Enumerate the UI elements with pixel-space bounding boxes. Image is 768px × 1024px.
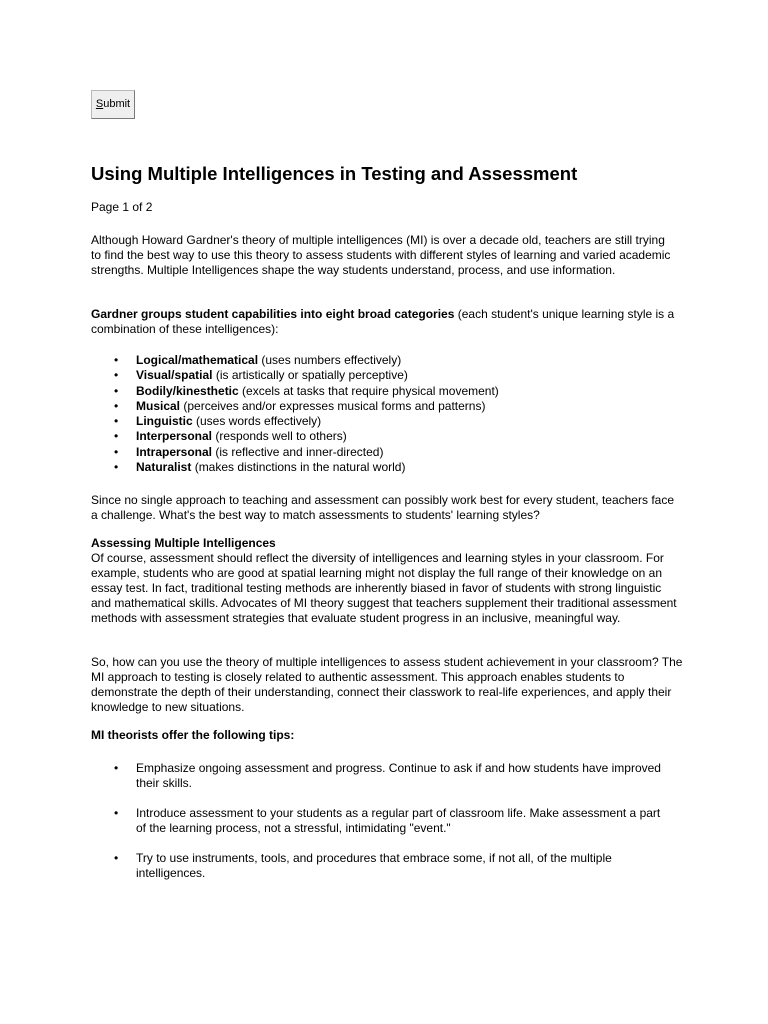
categories-intro-bold: Gardner groups student capabilities into eight broad categories bbox=[91, 307, 455, 321]
list-item bbox=[91, 384, 691, 399]
challenge-paragraph: Since no single approach to teaching and assessment can possibly work best for every student, teachers face a challenge. What's the best way to match assessments to students' learning styles? bbox=[91, 493, 674, 522]
list-item bbox=[91, 399, 691, 414]
list-item: • Introduce assessment to your students as a regular part of classroom life. Make assessment a part of the learning process, not a stressful, intimidating "event." bbox=[91, 806, 666, 836]
categories-intro-rest: (each student's unique learning style is a combination of these intelligences): bbox=[91, 307, 675, 336]
tips-heading-text: MI theorists offer the following tips: bbox=[91, 728, 295, 742]
assessing-body: Of course, assessment should reflect the diversity of intelligences and learning styles in your classroom. For example, students who are good at spatial learning might not display the full range of their knowledge on an essay test. In fact, traditional testing methods are inherently biased in favor of students with strong linguistic and mathematical skills. Advocates of MI theory suggest that teachers supplement their traditional assessment methods with assessment strategies that evaluate student progress in an inclusive, meaningful way. bbox=[91, 551, 677, 625]
intelligence-list bbox=[91, 353, 691, 475]
list-item bbox=[91, 353, 691, 368]
intelligence-name: Bodily/kinesthetic bbox=[136, 383, 239, 398]
intelligence-name: Interpersonal bbox=[136, 429, 213, 444]
list-item bbox=[91, 445, 691, 460]
intelligence-desc: (responds well to others) bbox=[212, 429, 347, 444]
intelligence-name: Linguistic bbox=[136, 414, 193, 429]
approach-paragraph: So, how can you use the theory of multiple intelligences to assess student achievement in your classroom? The MI approach to testing is closely related to authentic assessment. This approach enables students to demonstrate the depth of their understanding, connect their classwork to real-life experiences, and apply their knowledge to new situations. bbox=[91, 655, 683, 714]
intro-paragraph: Although Howard Gardner's theory of multiple intelligences (MI) is over a decade old, teachers are still trying to find the best way to use this theory to assess students with different styles of learning and varied academic strengths. Multiple Intelligences shape the way students understand, process, and use information. bbox=[91, 233, 671, 277]
intelligence-desc: (is reflective and inner-directed) bbox=[212, 444, 384, 459]
intelligence-name: Musical bbox=[136, 398, 181, 413]
intelligence-name: Logical/mathematical bbox=[136, 353, 259, 367]
intelligence-name: Visual/spatial bbox=[136, 368, 213, 383]
intelligence-desc: (excels at tasks that require physical movement) bbox=[238, 383, 499, 398]
intelligence-name: Naturalist bbox=[136, 460, 192, 475]
tips-heading bbox=[91, 728, 691, 743]
assessing-section bbox=[91, 536, 681, 626]
list-item bbox=[91, 429, 691, 444]
intelligence-desc: (uses numbers effectively) bbox=[258, 353, 402, 367]
categories-intro bbox=[91, 307, 681, 337]
intelligence-desc: (is artistically or spatially perceptive) bbox=[212, 368, 408, 383]
submit-label: ubmit bbox=[103, 98, 131, 110]
submit-button[interactable] bbox=[91, 90, 135, 119]
list-item: • Try to use instruments, tools, and procedures that embrace some, if not all, of the multiple intelligences. bbox=[91, 851, 666, 881]
tips-list bbox=[91, 761, 691, 896]
intelligence-desc: (perceives and/or expresses musical forms and patterns) bbox=[180, 398, 486, 413]
list-item bbox=[91, 414, 691, 429]
submit-access-key: S bbox=[95, 98, 104, 110]
page-number: Page 1 of 2 bbox=[91, 200, 153, 214]
page-title: Using Multiple Intelligences in Testing and Assessment bbox=[91, 163, 578, 184]
intelligence-desc: (makes distinctions in the natural world) bbox=[191, 460, 406, 475]
assessing-heading: Assessing Multiple Intelligences bbox=[91, 536, 276, 550]
list-item bbox=[91, 460, 691, 475]
list-item bbox=[91, 368, 691, 383]
intelligence-name: Intrapersonal bbox=[136, 444, 213, 459]
intelligence-desc: (uses words effectively) bbox=[192, 414, 322, 429]
list-item: • Emphasize ongoing assessment and progress. Continue to ask if and how students have improved their skills. bbox=[91, 761, 666, 791]
